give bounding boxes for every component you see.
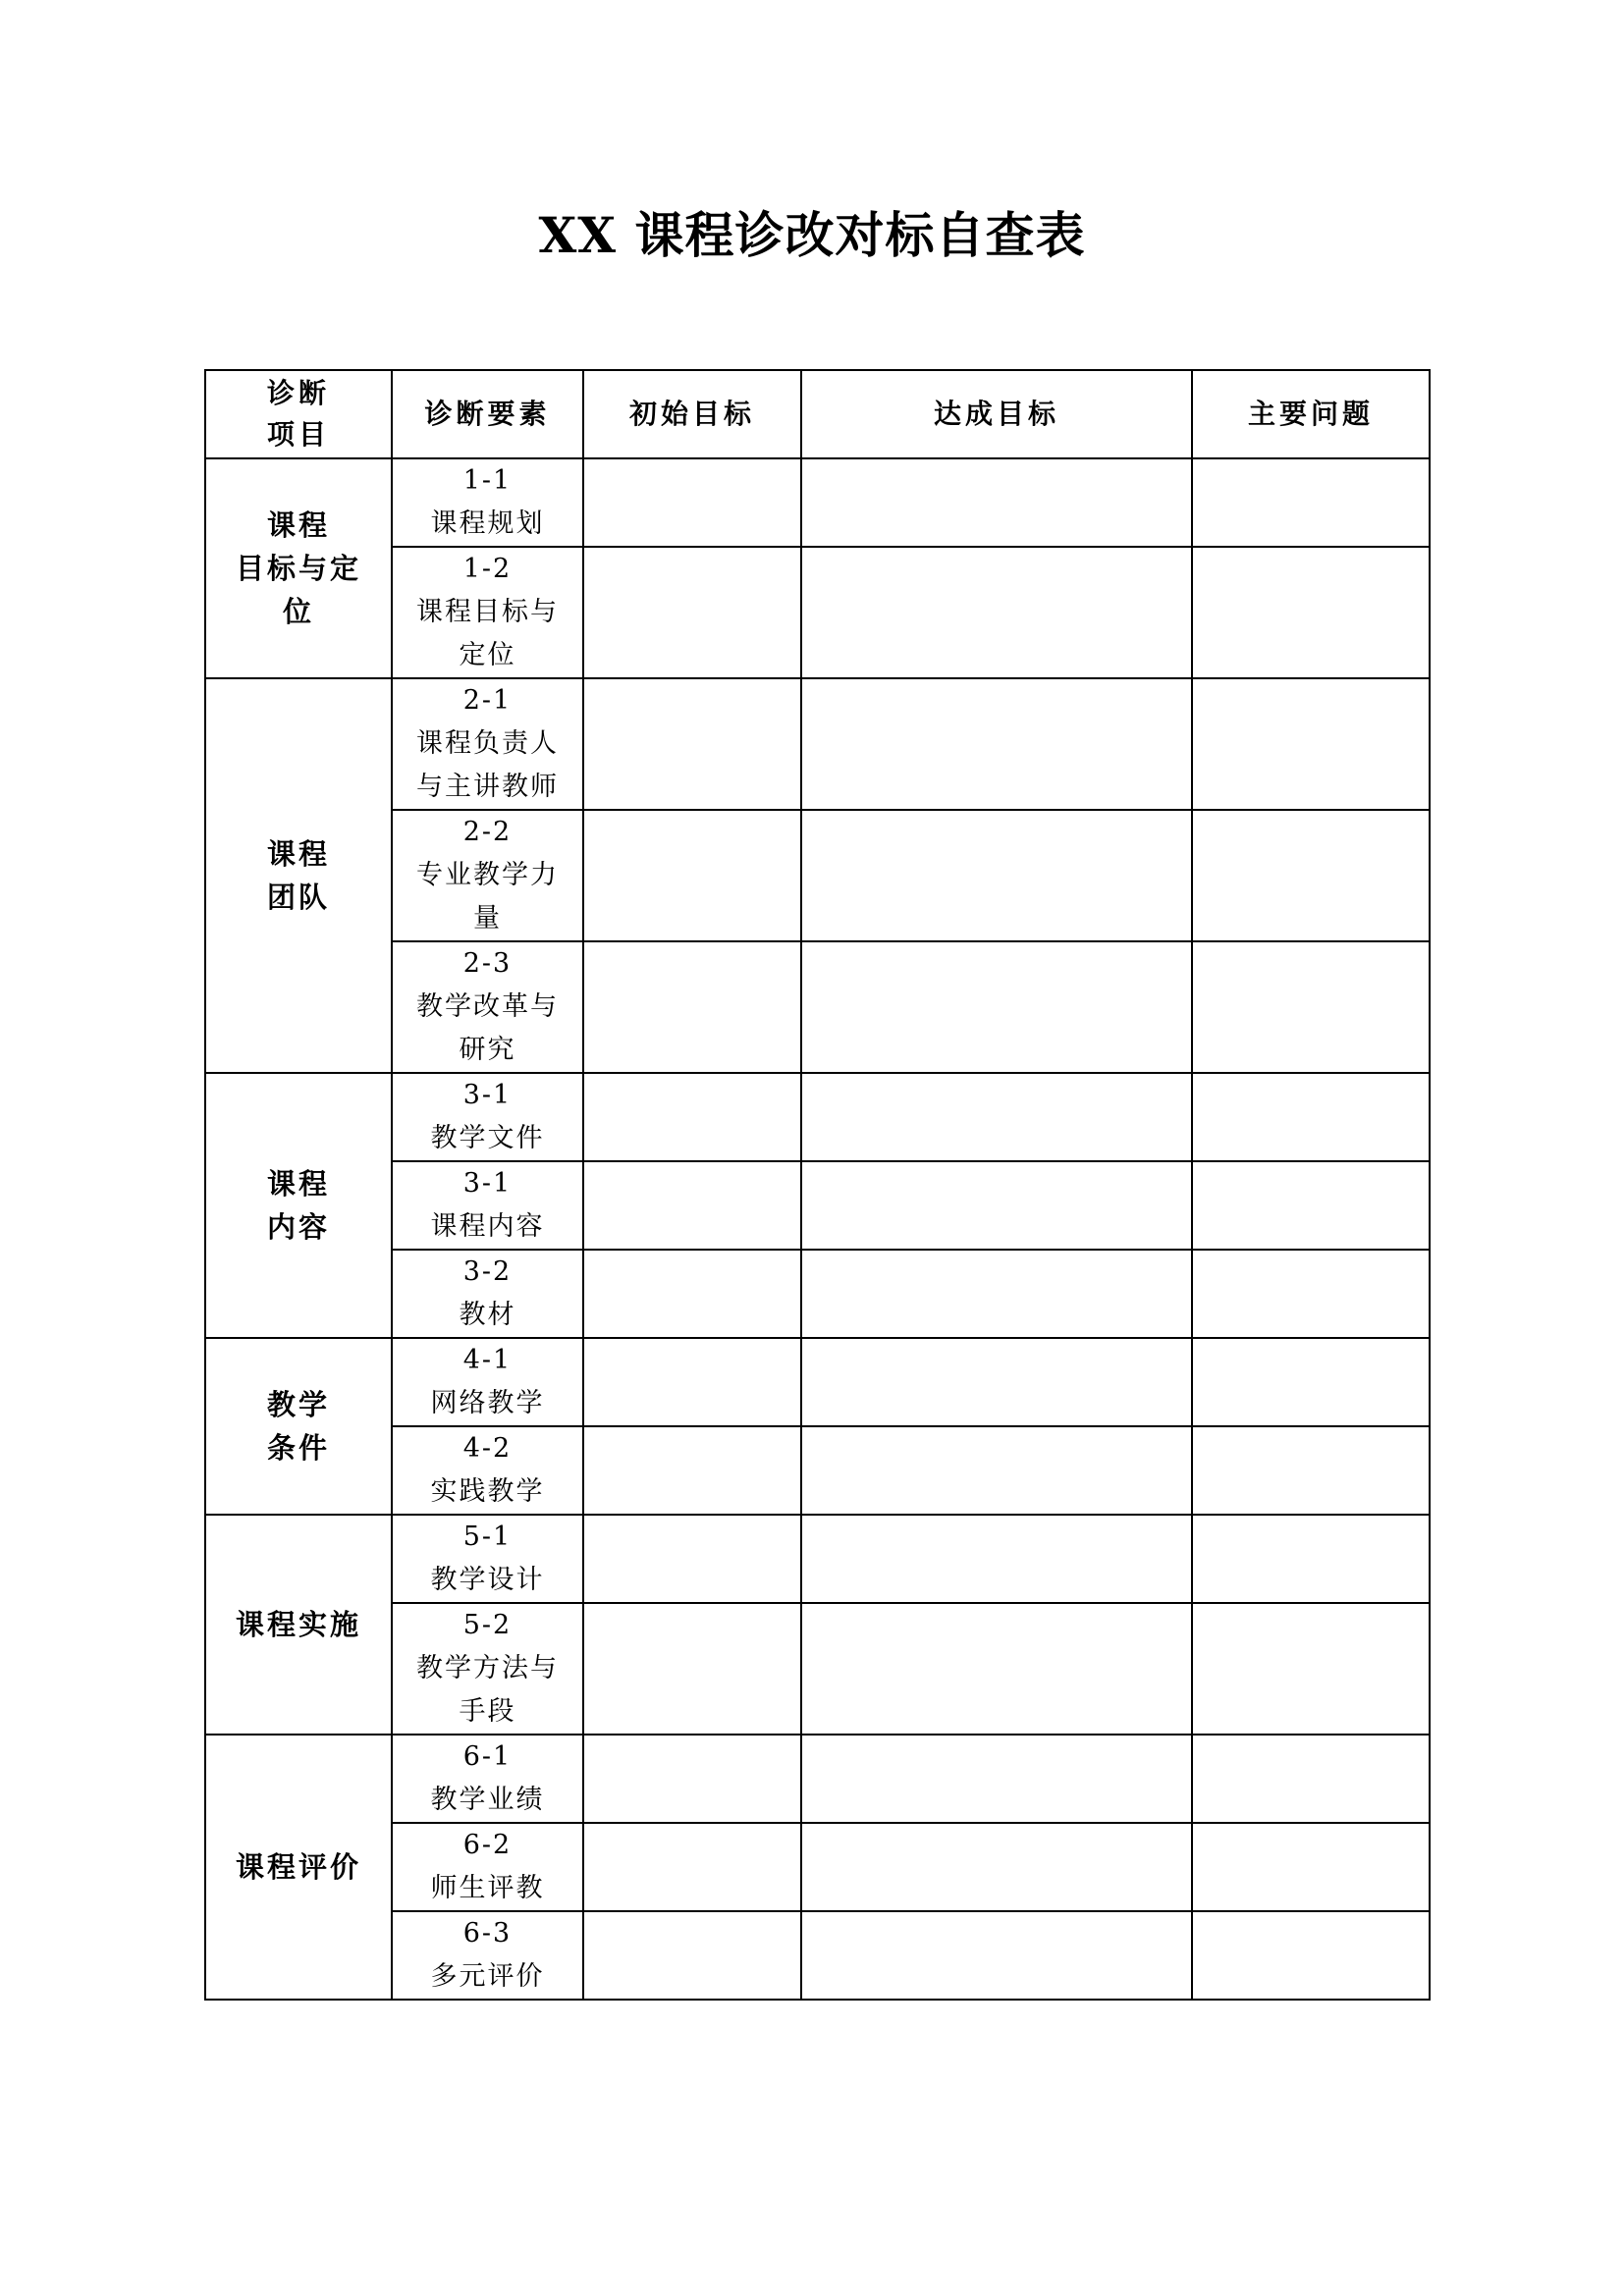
initial-goal-cell[interactable] bbox=[583, 1911, 801, 2000]
achieved-goal-cell[interactable] bbox=[801, 941, 1192, 1073]
header-achieved-goal: 达成目标 bbox=[801, 370, 1192, 458]
diagnosis-element-cell bbox=[392, 1603, 583, 1735]
diagnosis-element-cell bbox=[392, 941, 583, 1073]
table-row bbox=[205, 1073, 1430, 1161]
element-code: 3-1 bbox=[462, 1080, 513, 1110]
table-body bbox=[205, 458, 1430, 2000]
main-issue-cell[interactable] bbox=[1192, 810, 1430, 941]
header-project-line: 项目 bbox=[266, 418, 330, 451]
main-issue-cell[interactable] bbox=[1192, 1338, 1430, 1426]
achieved-goal-cell[interactable] bbox=[801, 810, 1192, 941]
element-code: 6-3 bbox=[462, 1918, 513, 1949]
diagnosis-project-cell bbox=[205, 1338, 392, 1515]
element-code: 3-2 bbox=[462, 1256, 513, 1287]
achieved-goal-cell[interactable] bbox=[801, 1338, 1192, 1426]
header-project bbox=[205, 370, 392, 458]
diagnosis-element-cell bbox=[392, 1735, 583, 1823]
element-name-line: 网络教学 bbox=[430, 1388, 545, 1418]
main-issue-cell[interactable] bbox=[1192, 1735, 1430, 1823]
initial-goal-cell[interactable] bbox=[583, 1603, 801, 1735]
cell-text-line: 课程 bbox=[266, 837, 330, 871]
table-row bbox=[205, 458, 1430, 547]
cell-text-line: 目标与定 bbox=[235, 552, 361, 585]
main-issue-cell[interactable] bbox=[1192, 941, 1430, 1073]
element-code: 5-2 bbox=[462, 1610, 513, 1640]
cell-text-line: 团队 bbox=[266, 881, 330, 914]
diagnosis-element-cell bbox=[392, 810, 583, 941]
element-code: 1-2 bbox=[462, 554, 513, 584]
element-code: 1-1 bbox=[462, 465, 513, 496]
cell-text-line: 课程 bbox=[266, 1167, 330, 1201]
achieved-goal-cell[interactable] bbox=[801, 547, 1192, 678]
element-name-line: 教学文件 bbox=[430, 1123, 545, 1153]
main-issue-cell[interactable] bbox=[1192, 1911, 1430, 2000]
header-initial-goal: 初始目标 bbox=[583, 370, 801, 458]
initial-goal-cell[interactable] bbox=[583, 547, 801, 678]
achieved-goal-cell[interactable] bbox=[801, 1823, 1192, 1911]
header-main-issue: 主要问题 bbox=[1192, 370, 1430, 458]
achieved-goal-cell[interactable] bbox=[801, 678, 1192, 810]
element-name-line: 手段 bbox=[459, 1696, 516, 1727]
element-name-line: 师生评教 bbox=[430, 1873, 545, 1903]
element-name-line: 教学方法与 bbox=[416, 1653, 559, 1683]
page-title: XX 课程诊改对标自查表 bbox=[538, 206, 1086, 264]
achieved-goal-cell[interactable] bbox=[801, 1603, 1192, 1735]
initial-goal-cell[interactable] bbox=[583, 810, 801, 941]
element-code: 4-2 bbox=[462, 1433, 513, 1464]
table-header bbox=[205, 370, 1430, 458]
element-code: 6-1 bbox=[462, 1741, 513, 1772]
header-row bbox=[205, 370, 1430, 458]
main-issue-cell[interactable] bbox=[1192, 1161, 1430, 1250]
achieved-goal-cell[interactable] bbox=[801, 1161, 1192, 1250]
main-issue-cell[interactable] bbox=[1192, 1823, 1430, 1911]
element-name-line: 实践教学 bbox=[430, 1476, 545, 1507]
element-name-line: 与主讲教师 bbox=[416, 772, 559, 802]
cell-text-line: 位 bbox=[282, 595, 314, 628]
achieved-goal-cell[interactable] bbox=[801, 1735, 1192, 1823]
diagnosis-project-cell bbox=[205, 678, 392, 1073]
initial-goal-cell[interactable] bbox=[583, 1250, 801, 1338]
element-code: 2-3 bbox=[462, 948, 513, 979]
diagnosis-project-cell bbox=[205, 1073, 392, 1338]
element-name-line: 课程负责人 bbox=[416, 728, 559, 759]
initial-goal-cell[interactable] bbox=[583, 1338, 801, 1426]
table-row bbox=[205, 1735, 1430, 1823]
initial-goal-cell[interactable] bbox=[583, 1073, 801, 1161]
element-code: 2-2 bbox=[462, 817, 513, 847]
element-name-line: 量 bbox=[473, 903, 502, 934]
element-name-line: 课程目标与 bbox=[416, 597, 559, 627]
element-name-line: 教学设计 bbox=[430, 1565, 545, 1595]
element-name-line: 课程内容 bbox=[430, 1211, 545, 1242]
main-issue-cell[interactable] bbox=[1192, 1603, 1430, 1735]
cell-text-line: 课程评价 bbox=[235, 1850, 361, 1884]
diagnosis-element-cell bbox=[392, 1338, 583, 1426]
achieved-goal-cell[interactable] bbox=[801, 1515, 1192, 1603]
achieved-goal-cell[interactable] bbox=[801, 1426, 1192, 1515]
element-name-line: 定位 bbox=[459, 640, 516, 670]
main-issue-cell[interactable] bbox=[1192, 1250, 1430, 1338]
element-name-line: 教材 bbox=[459, 1300, 516, 1330]
element-name-line: 教学改革与 bbox=[416, 991, 559, 1022]
diagnosis-element-cell bbox=[392, 1823, 583, 1911]
achieved-goal-cell[interactable] bbox=[801, 1073, 1192, 1161]
diagnosis-element-cell bbox=[392, 1073, 583, 1161]
cell-text-line: 教学 bbox=[266, 1388, 330, 1421]
diagnosis-element-cell bbox=[392, 1250, 583, 1338]
diagnosis-element-cell bbox=[392, 1426, 583, 1515]
diagnosis-element-cell bbox=[392, 1515, 583, 1603]
main-issue-cell[interactable] bbox=[1192, 1426, 1430, 1515]
element-name-line: 教学业绩 bbox=[430, 1785, 545, 1815]
cell-text-line: 课程 bbox=[266, 508, 330, 542]
cell-text-line: 课程实施 bbox=[235, 1608, 361, 1641]
initial-goal-cell[interactable] bbox=[583, 941, 801, 1073]
initial-goal-cell[interactable] bbox=[583, 1735, 801, 1823]
element-code: 4-1 bbox=[462, 1345, 513, 1375]
header-project-line: 诊断 bbox=[266, 377, 330, 409]
table-row bbox=[205, 1515, 1430, 1603]
main-issue-cell[interactable] bbox=[1192, 1515, 1430, 1603]
element-name-line: 多元评价 bbox=[430, 1961, 545, 1992]
self-check-table bbox=[204, 369, 1431, 2001]
element-code: 5-1 bbox=[462, 1522, 513, 1552]
main-issue-cell[interactable] bbox=[1192, 1073, 1430, 1161]
cell-text-line: 条件 bbox=[266, 1431, 330, 1465]
initial-goal-cell[interactable] bbox=[583, 1823, 801, 1911]
element-code: 3-1 bbox=[462, 1168, 513, 1199]
element-code: 6-2 bbox=[462, 1830, 513, 1860]
element-name-line: 课程规划 bbox=[430, 508, 545, 539]
initial-goal-cell[interactable] bbox=[583, 678, 801, 810]
cell-text-line: 内容 bbox=[266, 1210, 330, 1244]
main-issue-cell[interactable] bbox=[1192, 547, 1430, 678]
diagnosis-element-cell bbox=[392, 547, 583, 678]
diagnosis-element-cell bbox=[392, 678, 583, 810]
diagnosis-element-cell bbox=[392, 1911, 583, 2000]
diagnosis-element-cell bbox=[392, 1161, 583, 1250]
initial-goal-cell[interactable] bbox=[583, 1161, 801, 1250]
element-name-line: 研究 bbox=[459, 1035, 516, 1065]
initial-goal-cell[interactable] bbox=[583, 458, 801, 547]
diagnosis-project-cell bbox=[205, 1735, 392, 2000]
main-issue-cell[interactable] bbox=[1192, 458, 1430, 547]
diagnosis-project-cell bbox=[205, 1515, 392, 1735]
element-code: 2-1 bbox=[462, 685, 513, 716]
diagnosis-project-cell bbox=[205, 458, 392, 678]
main-issue-cell[interactable] bbox=[1192, 678, 1430, 810]
table-row bbox=[205, 1338, 1430, 1426]
achieved-goal-cell[interactable] bbox=[801, 1911, 1192, 2000]
diagnosis-element-cell bbox=[392, 458, 583, 547]
table-row bbox=[205, 678, 1430, 810]
achieved-goal-cell[interactable] bbox=[801, 458, 1192, 547]
initial-goal-cell[interactable] bbox=[583, 1515, 801, 1603]
initial-goal-cell[interactable] bbox=[583, 1426, 801, 1515]
header-element: 诊断要素 bbox=[392, 370, 583, 458]
achieved-goal-cell[interactable] bbox=[801, 1250, 1192, 1338]
element-name-line: 专业教学力 bbox=[416, 860, 559, 890]
